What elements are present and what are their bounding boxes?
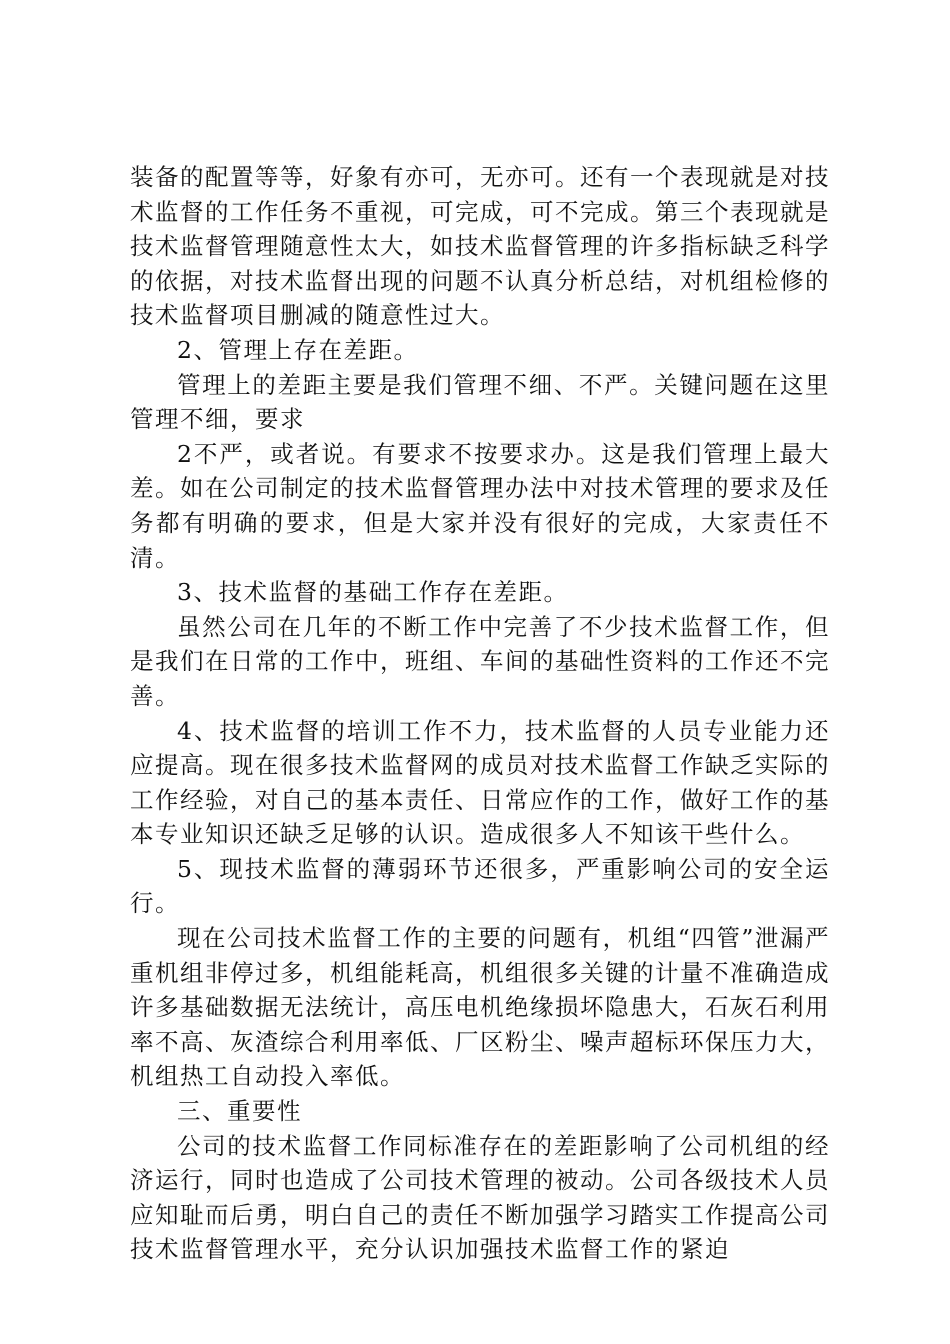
paragraph-6: 虽然公司在几年的不断工作中完善了不少技术监督工作，但是我们在日常的工作中，班组、车间的基础性资料的工作还不完善。 <box>130 612 830 710</box>
paragraph-4: 2不严，或者说。有要求不按要求办。这是我们管理上最大差。如在公司制定的技术监督管理办法中对技术管理的要求及任务都有明确的要求，但是大家并没有很好的完成，大家责任不清。 <box>130 439 830 572</box>
section-heading-2: 2、管理上存在差距。 <box>177 335 419 364</box>
section-heading-3: 3、技术监督的基础工作存在差距。 <box>177 578 569 607</box>
section-heading-importance: 三、重要性 <box>177 1097 302 1126</box>
paragraph-11: 公司的技术监督工作同标准存在的差距影响了公司机组的经济运行，同时也造成了公司技术管理的被动。公司各级技术人员应知耻而后勇，明白自己的责任不断加强学习踏实工作提高公司技术监督管理水平，充分认识加强技术监督工作的紧迫 <box>130 1131 830 1264</box>
document-body <box>130 160 830 1267</box>
paragraph-7: 4、技术监督的培训工作不力，技术监督的人员专业能力还应提高。现在很多技术监督网的成员对技术监督工作缺乏实际的工作经验，对自己的基本责任、日常应作的工作，做好工作的基本专业知识还缺乏足够的认识。造成很多人不知该干些什么。 <box>130 716 830 849</box>
paragraph-1: 装备的配置等等，好象有亦可，无亦可。还有一个表现就是对技术监督的工作任务不重视，可完成，可不完成。第三个表现就是技术监督管理随意性太大，如技术监督管理的许多指标缺乏科学的依据，对技术监督出现的问题不认真分析总结，对机组检修的技术监督项目删减的随意性过大。 <box>130 163 830 330</box>
paragraph-8: 5、现技术监督的薄弱环节还很多，严重影响公司的安全运行。 <box>130 854 830 918</box>
paragraph-3: 管理上的差距主要是我们管理不细、不严。关键问题在这里管理不细，要求 <box>130 370 830 434</box>
paragraph-9: 现在公司技术监督工作的主要的问题有，机组“四管”泄漏严重机组非停过多，机组能耗高，机组很多关键的计量不准确造成许多基础数据无法统计，高压电机绝缘损坏隐患大，石灰石利用率不高、灰渣综合利用率低、厂区粉尘、噪声超标环保压力大，机组热工自动投入率低。 <box>130 924 830 1091</box>
